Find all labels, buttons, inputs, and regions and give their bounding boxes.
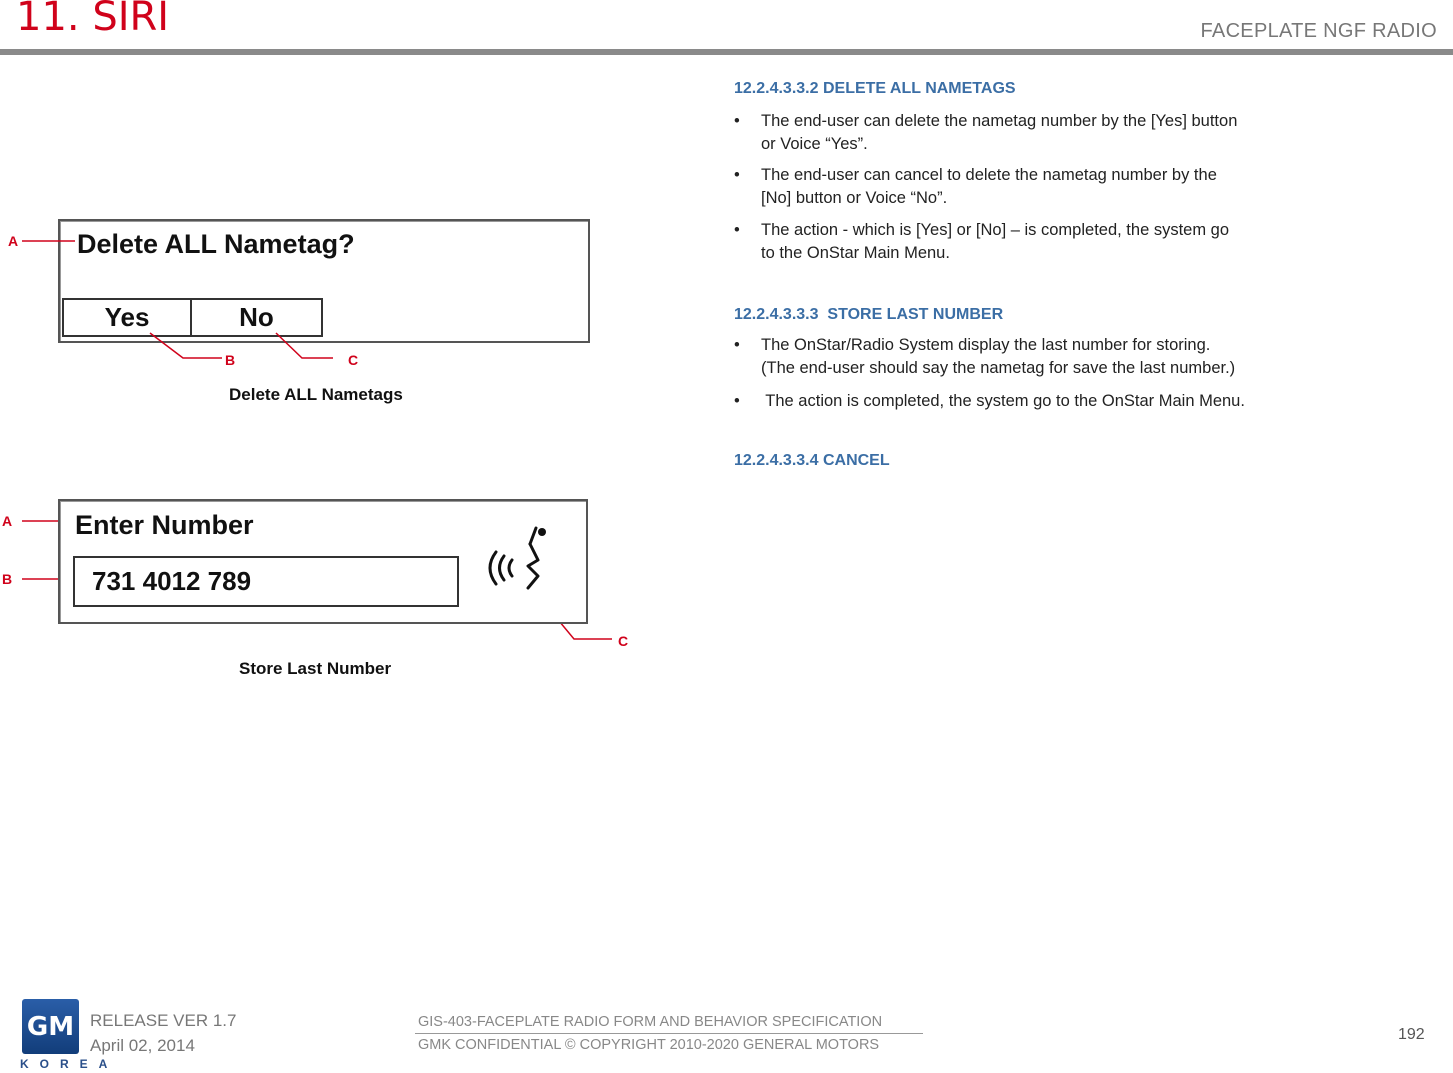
delete-bullet-2 xyxy=(734,164,1354,210)
bullet-text: The end-user can cancel to delete the nametag number by the [No] button or Voice “No”. xyxy=(761,166,1217,207)
callout-b-store: B xyxy=(2,571,13,587)
no-button[interactable]: No xyxy=(190,298,323,337)
bullet-marker: • xyxy=(734,112,740,130)
delete-figure-caption: Delete ALL Nametags xyxy=(229,385,403,404)
number-field[interactable]: 731 4012 789 xyxy=(73,556,459,607)
bullet-marker: • xyxy=(734,392,740,410)
callout-c-store: C xyxy=(618,633,629,649)
bullet-text: The OnStar/Radio System display the last number for storing. (The end-user should say the nametag for save the last number.) xyxy=(761,336,1236,377)
callout-c-delete: C xyxy=(348,352,359,368)
store-last-heading: 12.2.4.3.3.3 STORE LAST NUMBER xyxy=(734,306,1004,323)
delete-nametag-screen-title: Delete ALL Nametag? xyxy=(77,229,355,259)
yes-button[interactable]: Yes xyxy=(62,298,192,337)
bullet-marker: • xyxy=(734,221,740,239)
voice-speaking-icon xyxy=(484,522,556,596)
store-bullet-2 xyxy=(734,390,1374,414)
callout-a-delete: A xyxy=(8,233,19,249)
delete-all-heading: 12.2.4.3.3.2 DELETE ALL NAMETAGS xyxy=(734,80,1016,97)
store-figure-caption: Store Last Number xyxy=(239,659,392,678)
bullet-marker: • xyxy=(734,166,740,184)
callout-a-store: A xyxy=(2,513,13,529)
bullet-marker: • xyxy=(734,336,740,354)
bullet-text: The end-user can delete the nametag number by the [Yes] button or Voice “Yes”. xyxy=(761,112,1238,153)
section-title: 11. SIRI xyxy=(16,0,170,40)
store-bullet-1 xyxy=(734,334,1374,380)
release-version: RELEASE VER 1.7 xyxy=(90,1011,237,1030)
footer-divider xyxy=(415,1033,923,1034)
bullet-text: The action is completed, the system go to the OnStar Main Menu. xyxy=(761,392,1245,410)
footer-document-title: GIS-403-FACEPLATE RADIO FORM AND BEHAVIOR SPECIFICATION xyxy=(418,1014,883,1030)
gm-korea-wordmark: KOREA xyxy=(20,1057,119,1071)
delete-bullet-1 xyxy=(734,110,1354,156)
release-date: April 02, 2014 xyxy=(90,1036,195,1055)
page-number: 192 xyxy=(1398,1026,1425,1043)
cancel-heading: 12.2.4.3.3.4 CANCEL xyxy=(734,452,890,469)
delete-bullet-3 xyxy=(734,219,1354,265)
gm-logo: GM xyxy=(22,999,79,1054)
footer-confidential: GMK CONFIDENTIAL © COPYRIGHT 2010-2020 GENERAL MOTORS xyxy=(418,1037,880,1053)
callout-b-delete: B xyxy=(225,352,236,368)
store-number-screen-title: Enter Number xyxy=(75,510,254,540)
header-document-title: FACEPLATE NGF RADIO xyxy=(1200,20,1437,42)
bullet-text: The action - which is [Yes] or [No] – is completed, the system go to the OnStar Main Menu. xyxy=(761,221,1230,262)
